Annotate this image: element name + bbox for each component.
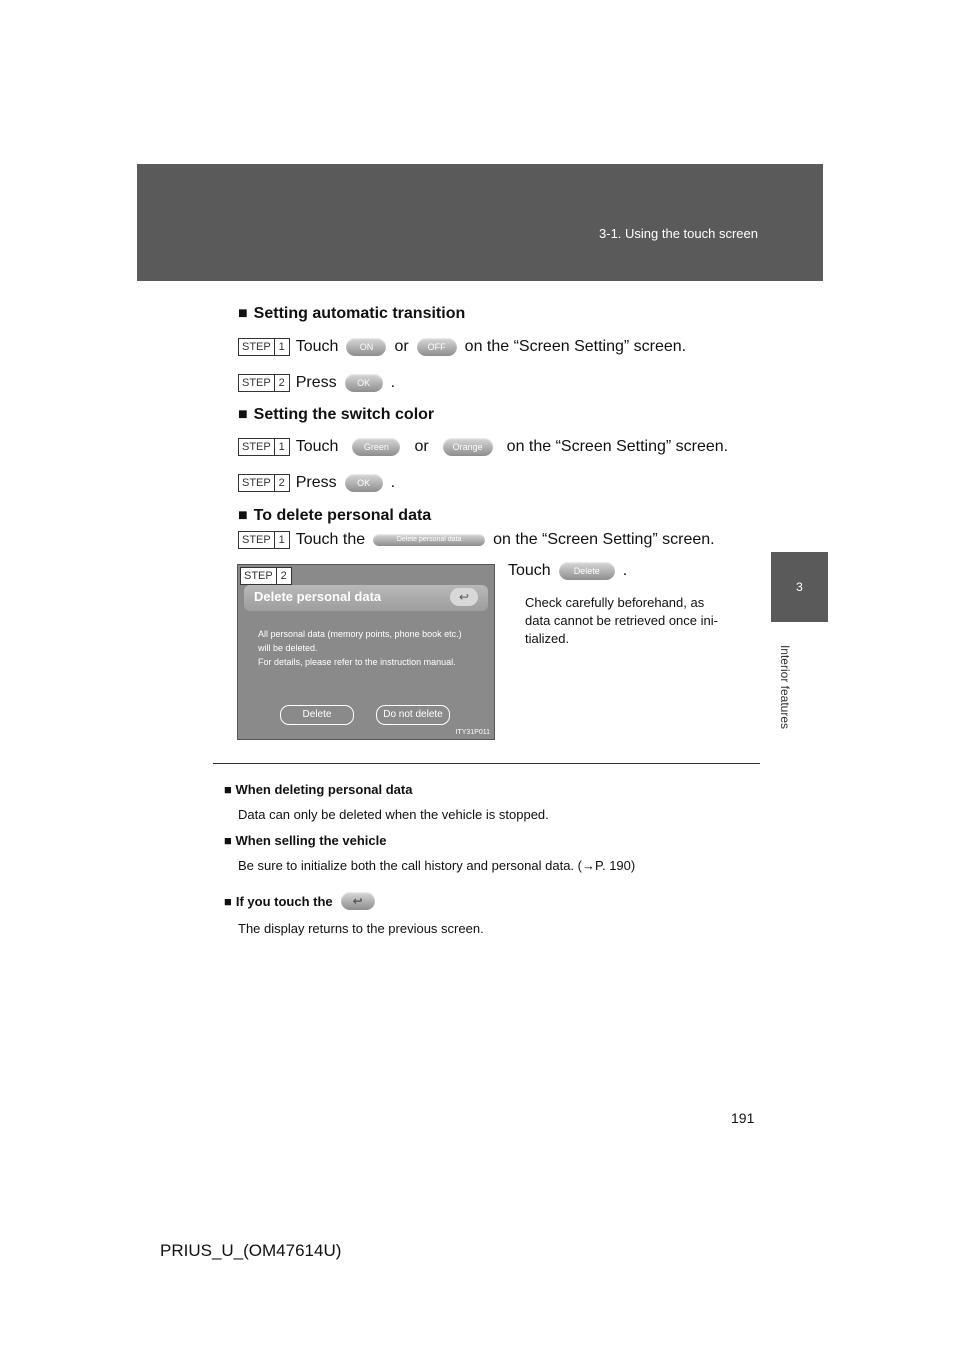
step-word: STEP [239, 532, 275, 548]
heading-text: To delete personal data [253, 507, 432, 524]
square-bullet: ■ [238, 305, 248, 322]
heading-text: Setting automatic transition [253, 305, 466, 322]
document-code: PRIUS_U_(OM47614U) [160, 1241, 342, 1260]
step-line [238, 474, 395, 492]
square-bullet: ■ [224, 782, 232, 797]
chapter-tab: 3 [771, 552, 828, 622]
step-word: STEP [241, 568, 277, 584]
off-button: OFF [417, 338, 457, 356]
caution-note: Check carefully beforehand, as data cannot be retrieved once ini- tialized. [525, 595, 718, 646]
note-title: If you touch the [235, 893, 333, 909]
square-bullet: ■ [224, 893, 232, 909]
step-number: 1 [278, 341, 285, 353]
step-number: 2 [278, 377, 285, 389]
heading-switch-color [238, 406, 434, 424]
image-code: ITY31P011 [455, 729, 490, 736]
square-bullet: ■ [238, 507, 248, 524]
step-word: STEP [239, 375, 275, 391]
step-text: . [622, 562, 628, 579]
step-text: Touch [295, 338, 339, 355]
step-number: 1 [278, 441, 285, 453]
screen-title: Delete personal data [254, 589, 382, 604]
ok-button: OK [345, 474, 383, 492]
step-word: STEP [239, 475, 275, 491]
ok-button: OK [345, 374, 383, 392]
step-badge [238, 438, 290, 456]
step-word: STEP [239, 339, 275, 355]
note-title: When selling the vehicle [235, 833, 387, 848]
note-title: When deleting personal data [235, 782, 413, 797]
note-text: Data can only be deleted when the vehicle is stopped. [238, 807, 549, 822]
step-text: . [390, 474, 396, 491]
delete-personal-data-button: Delete personal data [373, 534, 485, 546]
back-icon: ↩ [341, 892, 375, 910]
step-badge [238, 338, 290, 356]
step-badge [238, 531, 290, 549]
back-icon: ↩ [450, 588, 478, 606]
note-heading [224, 892, 383, 910]
step-text: Press [295, 474, 337, 491]
step-text: on the “Screen Setting” screen. [493, 531, 715, 548]
step-text: on the “Screen Setting” screen. [464, 338, 687, 355]
step-line [238, 531, 715, 549]
step-text: Touch [508, 562, 551, 579]
step-badge [238, 374, 290, 392]
note-text: The display returns to the previous screen. [238, 921, 484, 936]
heading-auto-transition [238, 305, 465, 323]
note-heading [224, 782, 412, 797]
heading-text: Setting the switch color [253, 406, 435, 423]
section-header: 3-1. Using the touch screen [599, 226, 758, 241]
note-text: Be sure to initialize both the call history and personal data. (→P. 190) [238, 858, 636, 873]
step-text: Press [295, 374, 337, 391]
step-line [238, 438, 728, 456]
step-text: or [414, 438, 429, 455]
screen-do-not-delete-button: Do not delete [376, 705, 450, 725]
step-number: 2 [278, 477, 285, 489]
header-band [137, 164, 823, 281]
step-text: . [390, 374, 396, 391]
chapter-label: Interior features [778, 644, 792, 730]
orange-button: Orange [443, 438, 493, 456]
step-text: Touch [295, 438, 339, 455]
step-line [238, 374, 395, 392]
square-bullet: ■ [238, 406, 248, 423]
step-line [238, 338, 686, 356]
step-badge [240, 567, 292, 585]
screen-title-bar [244, 585, 488, 611]
page-number: 191 [731, 1110, 755, 1126]
step-text: or [394, 338, 409, 355]
square-bullet: ■ [224, 833, 232, 848]
step-number: 1 [278, 534, 285, 546]
heading-delete-data [238, 507, 431, 525]
step-number: 2 [280, 570, 287, 582]
on-button: ON [346, 338, 386, 356]
step-badge [238, 474, 290, 492]
screen-message: All personal data (memory points, phone book etc.) will be deleted. For details, please refer to the instruction manual. [258, 629, 462, 667]
step-word: STEP [239, 439, 275, 455]
screen-image [237, 564, 495, 740]
green-button: Green [352, 438, 400, 456]
step-text: Touch the [295, 531, 366, 548]
step-text: on the “Screen Setting” screen. [506, 438, 729, 455]
delete-button: Delete [559, 562, 615, 580]
divider [213, 763, 760, 764]
step-line [508, 562, 627, 580]
screen-delete-button: Delete [280, 705, 354, 725]
note-heading [224, 833, 386, 848]
